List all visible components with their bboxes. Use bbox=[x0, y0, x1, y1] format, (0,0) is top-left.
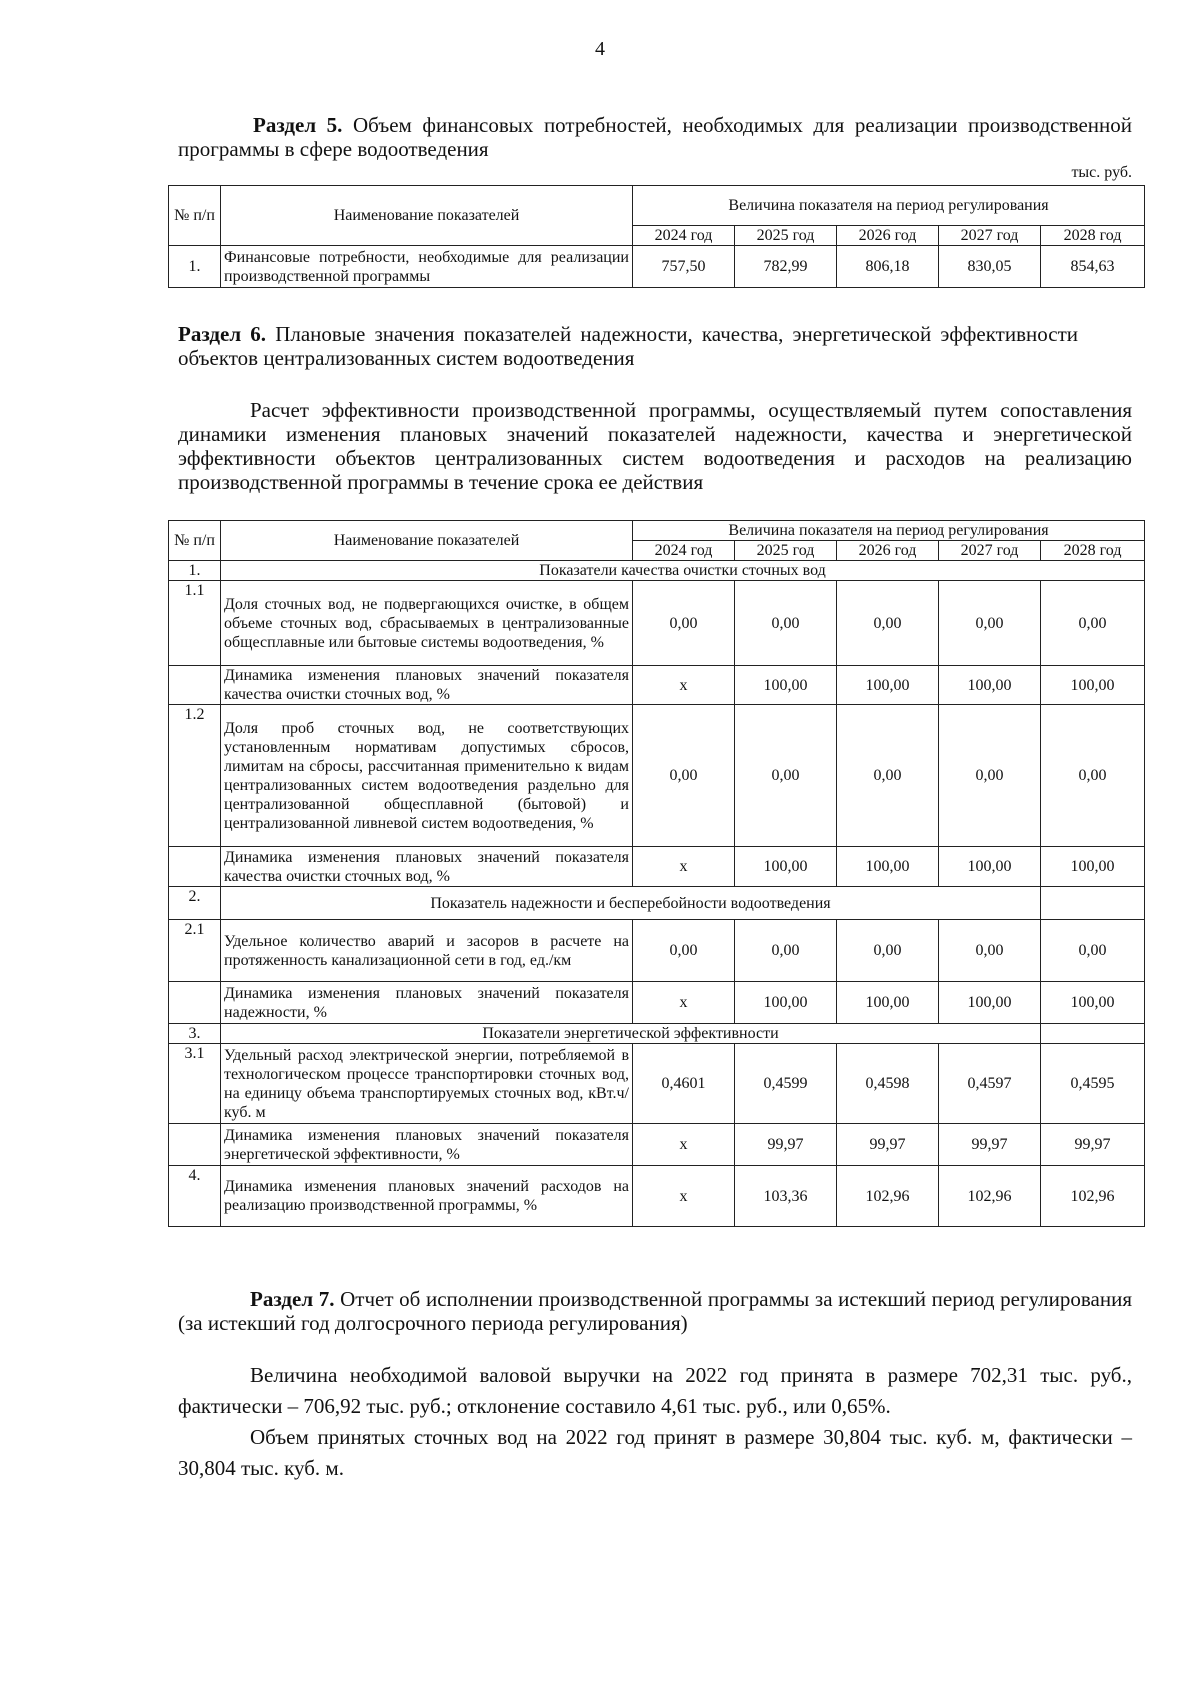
row-value: 100,00 bbox=[837, 982, 939, 1024]
section5-heading-text: Объем финансовых потребностей, необходимых для реализации производственной программы в сфере водоотведения bbox=[178, 113, 1132, 161]
row-value: х bbox=[633, 847, 735, 887]
table-row bbox=[169, 920, 1145, 982]
row-num: 2.1 bbox=[169, 920, 221, 982]
table-row bbox=[169, 982, 1145, 1024]
row-name: Доля сточных вод, не подвергающихся очистке, в общем объеме сточных вод, сбрасываемых в централизованные общесплавные или бытовые системы водоотведения, % bbox=[221, 581, 633, 666]
year-header: 2027 год bbox=[939, 541, 1041, 561]
row-value: х bbox=[633, 982, 735, 1024]
row-value: 99,97 bbox=[1041, 1124, 1145, 1166]
row-value: х bbox=[633, 1166, 735, 1227]
table-row bbox=[169, 581, 1145, 666]
section7-paragraph-1: Величина необходимой валовой выручки на 2022 год принята в размере 702,31 тыс. руб., фактически – 706,92 тыс. руб.; отклонение составило 4,61 тыс. руб., или 0,65%. bbox=[178, 1363, 1132, 1418]
group-title: Показатели энергетической эффективности bbox=[221, 1024, 1041, 1044]
section5-heading bbox=[178, 113, 1132, 161]
row-name: Удельное количество аварий и засоров в расчете на протяженность канализационной сети в год, ед./км bbox=[221, 920, 633, 982]
year-header: 2028 год bbox=[1041, 226, 1145, 246]
section6-heading-text: Плановые значения показателей надежности, качества, энергетической эффективности объектов централизованных систем водоотведения bbox=[178, 322, 1078, 370]
section7-paragraph-2: Объем принятых сточных вод на 2022 год принят в размере 30,804 тыс. куб. м, фактически – 30,804 тыс. куб. м. bbox=[178, 1425, 1132, 1480]
table-row bbox=[169, 1166, 1145, 1227]
year-header: 2027 год bbox=[939, 226, 1041, 246]
group-num: 3. bbox=[169, 1024, 221, 1044]
row-value: 100,00 bbox=[837, 847, 939, 887]
row-value: х bbox=[633, 1124, 735, 1166]
row-value: 100,00 bbox=[1041, 847, 1145, 887]
group-num: 2. bbox=[169, 887, 221, 920]
row-num: 1.1 bbox=[169, 581, 221, 666]
row-value: 830,05 bbox=[939, 246, 1041, 288]
section6-heading-label: Раздел 6. bbox=[178, 322, 267, 346]
row-name: Динамика изменения плановых значений показателя качества очистки сточных вод, % bbox=[221, 666, 633, 705]
section7-heading bbox=[178, 1287, 1132, 1335]
group-title: Показатели качества очистки сточных вод bbox=[221, 561, 1145, 581]
year-header: 2026 год bbox=[837, 226, 939, 246]
row-value: 0,00 bbox=[735, 705, 837, 847]
row-value: 0,00 bbox=[837, 920, 939, 982]
section7-heading-label: Раздел 7. bbox=[250, 1287, 335, 1311]
row-value: 806,18 bbox=[837, 246, 939, 288]
col-header-num: № п/п bbox=[169, 186, 221, 246]
row-value: 0,00 bbox=[1041, 705, 1145, 847]
row-value: 0,4599 bbox=[735, 1044, 837, 1124]
row-value: 100,00 bbox=[1041, 666, 1145, 705]
year-header: 2025 год bbox=[735, 226, 837, 246]
row-value: 100,00 bbox=[1041, 982, 1145, 1024]
row-value: х bbox=[633, 666, 735, 705]
row-value: 100,00 bbox=[939, 666, 1041, 705]
section7-heading-text: Отчет об исполнении производственной программы за истекший период регулирования (за истекший год долгосрочного периода регулирования) bbox=[178, 1287, 1132, 1335]
row-name: Доля проб сточных вод, не соответствующих установленным нормативам допустимых сбросов, лимитам на сбросы, рассчитанная применительно к видам централизованных систем водоотведения раздельно для централизованной общесплавной (бытовой) и централизованной ливневой систем водоотведения, % bbox=[221, 705, 633, 847]
section6-intro: Расчет эффективности производственной программы, осуществляемый путем сопоставления динамики изменения плановых значений показателей надежности, качества и энергетической эффективности объектов централизованных систем водоотведения и расходов на реализацию производственной программы в течение срока ее действия bbox=[178, 398, 1132, 494]
row-value: 0,00 bbox=[939, 920, 1041, 982]
row-value: 0,4598 bbox=[837, 1044, 939, 1124]
table-row bbox=[169, 666, 1145, 705]
group-title: Показатель надежности и бесперебойности водоотведения bbox=[221, 887, 1041, 920]
year-header: 2025 год bbox=[735, 541, 837, 561]
row-value: 0,00 bbox=[633, 581, 735, 666]
row-value: 99,97 bbox=[837, 1124, 939, 1166]
row-value: 0,00 bbox=[939, 581, 1041, 666]
row-value: 102,96 bbox=[1041, 1166, 1145, 1227]
col-header-name: Наименование показателей bbox=[221, 186, 633, 246]
row-value: 102,96 bbox=[939, 1166, 1041, 1227]
row-value: 102,96 bbox=[837, 1166, 939, 1227]
col-header-period: Величина показателя на период регулирования bbox=[633, 186, 1145, 226]
row-value: 0,00 bbox=[837, 581, 939, 666]
row-name: Динамика изменения плановых значений расходов на реализацию производственной программы, % bbox=[221, 1166, 633, 1227]
row-value: 100,00 bbox=[735, 847, 837, 887]
year-header: 2026 год bbox=[837, 541, 939, 561]
row-name: Удельный расход электрической энергии, потребляемой в технологическом процессе транспортировки сточных вод, на единицу объема транспортируемых сточных вод, кВт.ч/куб. м bbox=[221, 1044, 633, 1124]
col-header-name: Наименование показателей bbox=[221, 521, 633, 561]
table-row bbox=[169, 1044, 1145, 1124]
table-row bbox=[169, 847, 1145, 887]
row-num: 4. bbox=[169, 1166, 221, 1227]
row-value: 100,00 bbox=[735, 982, 837, 1024]
row-value: 0,00 bbox=[939, 705, 1041, 847]
group-row bbox=[169, 887, 1145, 920]
section5-units: тыс. руб. bbox=[1071, 164, 1132, 181]
financial-needs-table bbox=[168, 185, 1145, 288]
row-value: 757,50 bbox=[633, 246, 735, 288]
group-num: 1. bbox=[169, 561, 221, 581]
row-value: 103,36 bbox=[735, 1166, 837, 1227]
row-value: 100,00 bbox=[735, 666, 837, 705]
row-value: 0,4601 bbox=[633, 1044, 735, 1124]
row-name: Динамика изменения плановых значений показателя надежности, % bbox=[221, 982, 633, 1024]
year-header: 2024 год bbox=[633, 541, 735, 561]
year-header: 2024 год bbox=[633, 226, 735, 246]
section6-heading bbox=[178, 322, 1078, 370]
row-value: 854,63 bbox=[1041, 246, 1145, 288]
row-value: 0,00 bbox=[633, 920, 735, 982]
row-value: 0,00 bbox=[1041, 581, 1145, 666]
row-value: 0,00 bbox=[735, 581, 837, 666]
col-header-period: Величина показателя на период регулирования bbox=[633, 521, 1145, 541]
group-row bbox=[169, 1024, 1145, 1044]
row-value: 100,00 bbox=[939, 982, 1041, 1024]
row-value: 782,99 bbox=[735, 246, 837, 288]
row-value: 99,97 bbox=[939, 1124, 1041, 1166]
row-value: 0,4595 bbox=[1041, 1044, 1145, 1124]
year-header: 2028 год bbox=[1041, 541, 1145, 561]
table-row bbox=[169, 705, 1145, 847]
row-value: 0,00 bbox=[1041, 920, 1145, 982]
row-num: 1.2 bbox=[169, 705, 221, 847]
row-name: Финансовые потребности, необходимые для реализации производственной программы bbox=[221, 246, 633, 288]
table-row bbox=[169, 246, 1145, 288]
row-value: 0,4597 bbox=[939, 1044, 1041, 1124]
table-row bbox=[169, 1124, 1145, 1166]
section5-heading-label: Раздел 5. bbox=[253, 113, 343, 137]
row-num: 3.1 bbox=[169, 1044, 221, 1124]
row-value: 100,00 bbox=[837, 666, 939, 705]
row-value: 99,97 bbox=[735, 1124, 837, 1166]
row-name: Динамика изменения плановых значений показателя энергетической эффективности, % bbox=[221, 1124, 633, 1166]
row-value: 0,00 bbox=[633, 705, 735, 847]
row-value: 0,00 bbox=[735, 920, 837, 982]
row-num: 1. bbox=[169, 246, 221, 288]
col-header-num: № п/п bbox=[169, 521, 221, 561]
row-name: Динамика изменения плановых значений показателя качества очистки сточных вод, % bbox=[221, 847, 633, 887]
row-value: 100,00 bbox=[939, 847, 1041, 887]
indicators-table bbox=[168, 520, 1145, 1227]
row-value: 0,00 bbox=[837, 705, 939, 847]
group-row bbox=[169, 561, 1145, 581]
page-number: 4 bbox=[595, 38, 605, 60]
